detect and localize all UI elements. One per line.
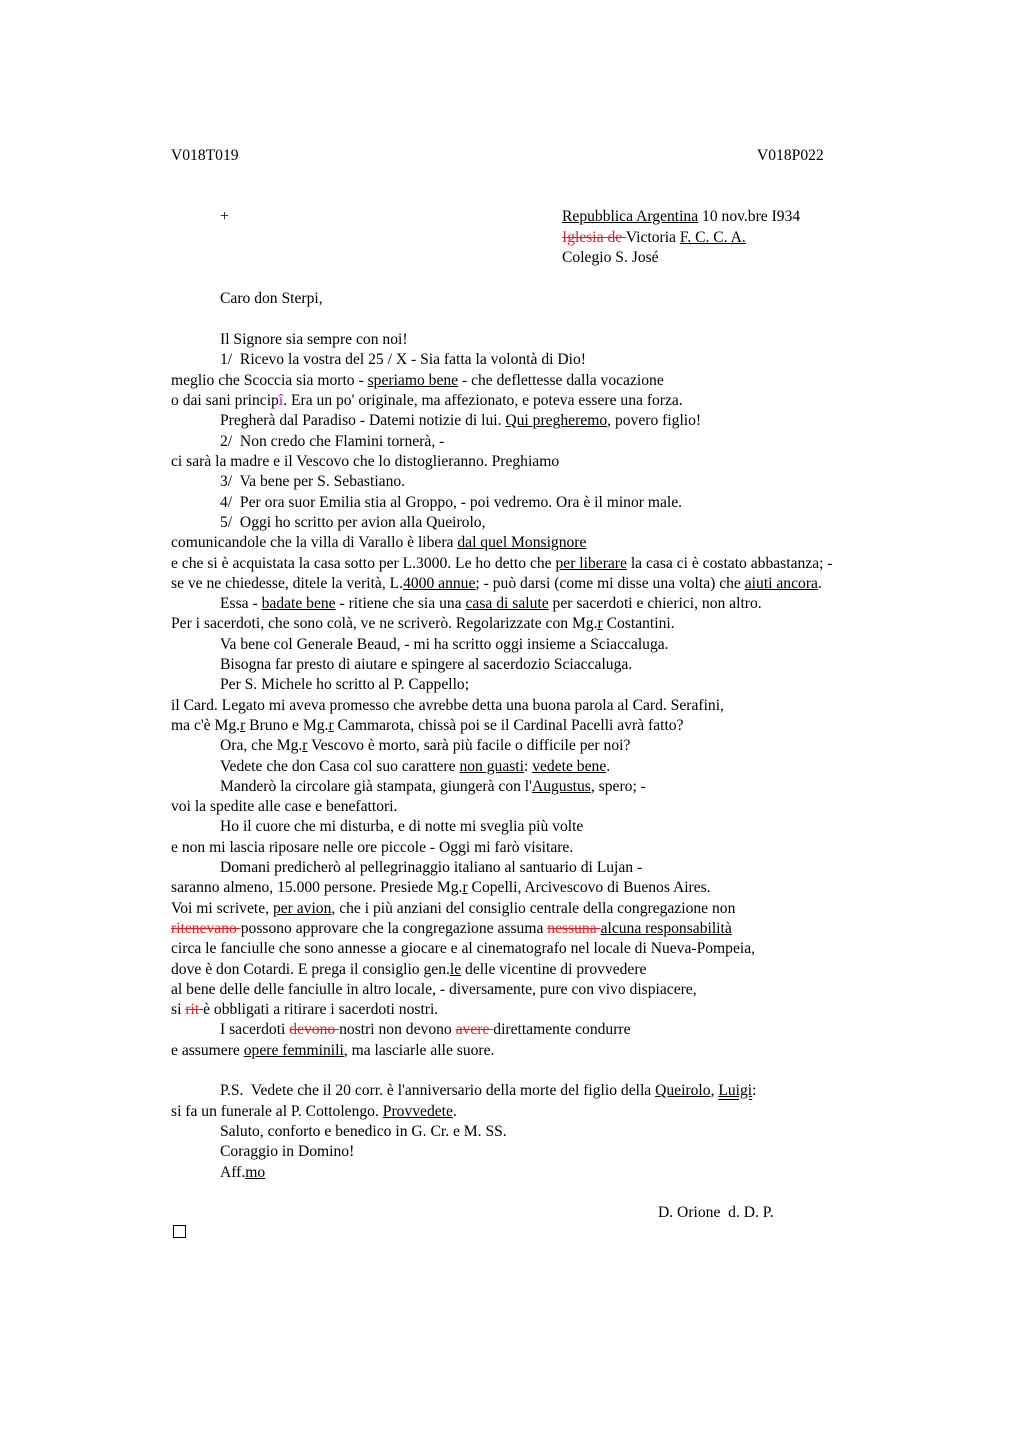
body-line: I sacerdoti devono nostri non devono avere direttamente condurre <box>220 1021 631 1038</box>
closing-line: Coraggio in Domino! <box>220 1143 355 1160</box>
body-line: Pregherà dal Paradiso - Datemi notizie di lui. Qui pregheremo, povero figlio! <box>220 412 702 429</box>
body-line: comunicandole che la villa di Varallo è libera dal quel Monsignore <box>171 534 587 551</box>
body-line: o dai sani principî. Era un po' originale, ma affezionato, e poteva essere una forza. <box>171 392 683 409</box>
body-line: Bisogna far presto di aiutare e spingere al sacerdozio Sciaccaluga. <box>220 656 633 673</box>
closing-line: Aff.mo <box>220 1164 266 1181</box>
body-line: 3/ Va bene per S. Sebastiano. <box>220 473 406 490</box>
heading-college: Colegio S. José <box>562 249 659 266</box>
body-line: il Card. Legato mi aveva promesso che avrebbe detta una buona parola al Card. Serafini, <box>171 697 724 714</box>
body-line: Ho il cuore che mi disturba, e di notte mi sveglia più volte <box>220 818 584 835</box>
body-line: Vedete che don Casa col suo carattere non guasti: vedete bene. <box>220 758 611 775</box>
body-line: e che si è acquistata la casa sotto per L.3000. Le ho detto che per liberare la casa ci è costato abbastanza; - <box>171 555 833 572</box>
body-line: Va bene col Generale Beaud, - mi ha scritto oggi insieme a Sciaccaluga. <box>220 636 669 653</box>
place-name: Repubblica Argentina <box>562 208 699 225</box>
body-line: 5/ Oggi ho scritto per avion alla Queirolo, <box>220 514 486 531</box>
closing-line: Saluto, conforto e benedico in G. Cr. e M. SS. <box>220 1123 507 1140</box>
body-line: ritenevano possono approvare che la congregazione assuma nessuna alcuna responsabilità <box>171 920 732 937</box>
salutation: Caro don Sterpi, <box>220 290 323 307</box>
body-line: e assumere opere femminili, ma lasciarle alle suore. <box>171 1042 495 1059</box>
document-code-left: V018T019 <box>171 147 239 164</box>
signature: D. Orione d. D. P. <box>658 1204 774 1221</box>
body-line: al bene delle delle fanciulle in altro locale, - diversamente, pure con vivo dispiacere, <box>171 981 697 998</box>
heading-place-date <box>562 207 800 227</box>
body-line: dove è don Cotardi. E prega il consiglio gen.le delle vicentine di provvedere <box>171 961 647 978</box>
body-line: circa le fanciulle che sono annesse a giocare e al cinematografo nel locale di Nueva-Pompeia, <box>171 940 756 957</box>
body-line: 4/ Per ora suor Emilia stia al Groppo, - poi vedremo. Ora è il minor male. <box>220 494 683 511</box>
body-line: Voi mi scrivete, per avion, che i più anziani del consiglio centrale della congregazione non <box>171 900 736 917</box>
body-line: e non mi lascia riposare nelle ore piccole - Oggi mi farò visitare. <box>171 839 574 856</box>
body-line: ma c'è Mg.r Bruno e Mg.r Cammarota, chissà poi se il Cardinal Pacelli avrà fatto? <box>171 717 684 734</box>
body-line: meglio che Scoccia sia morto - speriamo bene - che deflettesse dalla vocazione <box>171 372 664 389</box>
body-line: Per i sacerdoti, che sono colà, ve ne scriverò. Regolarizzate con Mg.r Costantini. <box>171 615 675 632</box>
body-line: voi la spedite alle case e benefattori. <box>171 798 398 815</box>
struck-text: Iglesia de <box>562 229 626 246</box>
body-line: Essa - badate bene - ritiene che sia una casa di salute per sacerdoti e chierici, non altro. <box>220 595 762 612</box>
end-box-icon <box>173 1225 186 1238</box>
letter-date: 10 nov.bre I934 <box>698 208 801 225</box>
body-line: se ve ne chiedesse, ditele la verità, L.4000 annue; - può darsi (come mi disse una volta) che aiuti ancora. <box>171 575 822 592</box>
body-line: 2/ Non credo che Flamini tornerà, - <box>220 433 445 450</box>
heading-city: Iglesia de Victoria F. C. C. A. <box>562 229 746 246</box>
postscript-line: P.S. Vedete che il 20 corr. è l'anniversario della morte del figlio della Queirolo, Luigi: <box>220 1082 757 1099</box>
body-line: Per S. Michele ho scritto al P. Cappello; <box>220 676 470 693</box>
body-line: Il Signore sia sempre con noi! <box>220 331 408 348</box>
body-line: 1/ Ricevo la vostra del 25 / X - Sia fatta la volontà di Dio! <box>220 351 586 368</box>
cross-mark: + <box>220 208 229 225</box>
document-code-right: V018P022 <box>757 147 824 164</box>
body-line: saranno almeno, 15.000 persone. Presiede Mg.r Copelli, Arcivescovo di Buenos Aires. <box>171 879 711 896</box>
postscript-line: si fa un funerale al P. Cottolengo. Provvedete. <box>171 1103 457 1120</box>
body-line: Manderò la circolare già stampata, giungerà con l'Augustus, spero; - <box>220 778 646 795</box>
body-line: Domani predicherò al pellegrinaggio italiano al santuario di Lujan - <box>220 859 643 876</box>
body-line: si rit è obbligati a ritirare i sacerdoti nostri. <box>171 1001 439 1018</box>
body-line: Ora, che Mg.r Vescovo è morto, sarà più facile o difficile per noi? <box>220 737 631 754</box>
body-line: ci sarà la madre e il Vescovo che lo distoglieranno. Preghiamo <box>171 453 560 470</box>
